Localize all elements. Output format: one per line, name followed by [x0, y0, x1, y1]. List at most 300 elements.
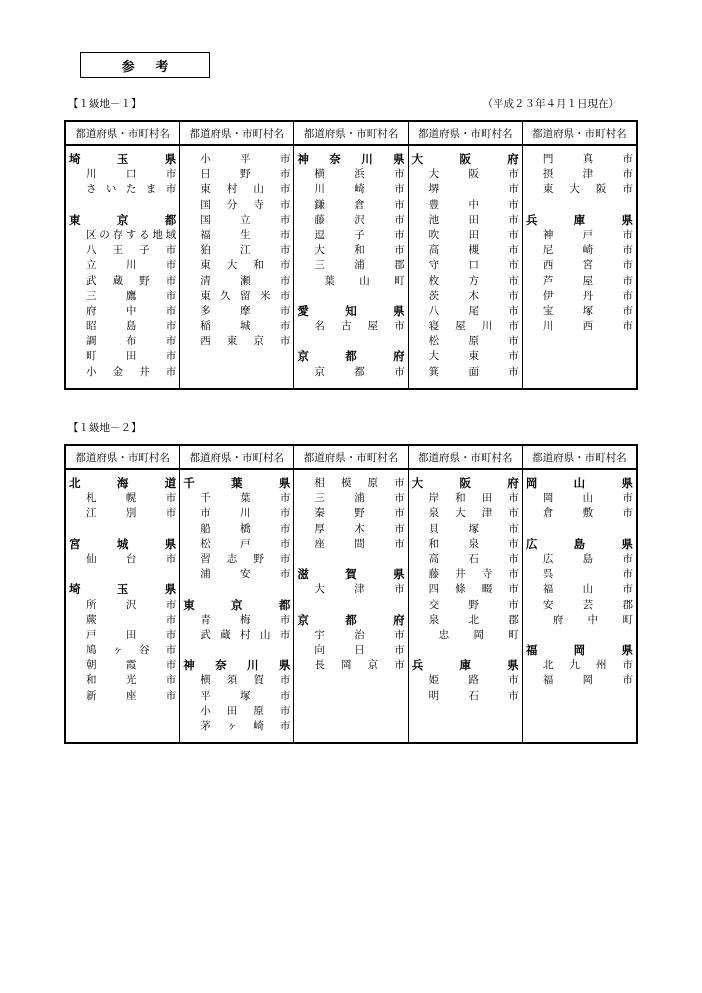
municipality-name [180, 182, 293, 197]
municipality-name [66, 598, 179, 613]
prefecture-name [294, 152, 407, 167]
municipality-name [180, 537, 293, 552]
municipality-name [294, 167, 407, 182]
municipality-name [409, 582, 522, 597]
municipality-label: 北 九 州 市 [542, 659, 633, 672]
municipality-label: 新 座 市 [86, 689, 177, 702]
municipality-label: 横 須 賀 市 [200, 674, 291, 687]
municipality-name [180, 689, 293, 704]
municipality-name [409, 491, 522, 506]
municipality-label: 福 山 市 [542, 583, 633, 596]
reference-title-box [80, 52, 210, 78]
prefecture-name [180, 476, 293, 491]
prefecture-name [409, 152, 522, 167]
municipality-label: 摂 津 市 [542, 168, 633, 181]
municipality-label: 昭 島 市 [86, 320, 177, 333]
blank-row [66, 198, 179, 213]
municipality-label: 西 宮 市 [542, 259, 633, 272]
prefecture-name [294, 349, 407, 364]
municipality-name [409, 198, 522, 213]
municipality-name [523, 152, 636, 167]
municipality-name [294, 198, 407, 213]
municipality-label: 茅 ヶ 崎 市 [200, 720, 291, 732]
header-cell: 都道府県・市町村名 [409, 122, 523, 144]
municipality-label: 明 石 市 [428, 689, 519, 702]
municipality-name [66, 491, 179, 506]
municipality-name [409, 258, 522, 273]
municipality-label: 町 田 市 [86, 350, 177, 363]
municipality-label: 江 別 市 [86, 507, 177, 520]
table-column [180, 470, 294, 742]
municipality-name [523, 506, 636, 521]
municipality-label: 立 川 市 [86, 259, 177, 272]
municipality-label: 千 葉 市 [200, 492, 291, 505]
municipality-name [180, 334, 293, 349]
municipality-name [409, 673, 522, 688]
prefecture-name [523, 213, 636, 228]
municipality-name [409, 319, 522, 334]
municipality-name [294, 213, 407, 228]
prefecture-name [409, 476, 522, 491]
prefecture-label: 千 葉 県 [183, 476, 291, 490]
table-column [409, 470, 523, 742]
municipality-name [523, 598, 636, 613]
municipality-label: 船 橋 市 [200, 522, 291, 535]
municipality-name [66, 658, 179, 673]
municipality-name [523, 582, 636, 597]
table-column [294, 146, 408, 388]
municipality-label: 藤 沢 市 [314, 213, 405, 226]
municipality-name [523, 613, 636, 628]
municipality-label: 蕨 市 [86, 613, 177, 626]
blank-row [409, 643, 522, 658]
prefecture-label: 北 海 道 [69, 476, 177, 490]
municipality-label: 小 金 井 市 [86, 365, 177, 378]
municipality-name [409, 365, 522, 380]
municipality-label: 相 模 原 市 [314, 477, 405, 489]
blank-row [66, 522, 179, 537]
municipality-label: 三 浦 市 [314, 492, 405, 505]
municipality-name [66, 274, 179, 289]
blank-row [180, 582, 293, 597]
table-body [66, 470, 636, 742]
municipality-label: 茨 木 市 [428, 289, 519, 302]
municipality-label: 八 尾 市 [428, 304, 519, 317]
municipality-name [180, 289, 293, 304]
municipality-name [294, 243, 407, 258]
municipality-label: 武 蔵 野 市 [86, 274, 177, 287]
municipality-label: 朝 霞 市 [86, 659, 177, 672]
municipality-label: 福 岡 市 [542, 674, 633, 687]
municipality-label: 厚 木 市 [314, 522, 405, 535]
municipality-name [66, 243, 179, 258]
municipality-label: 広 島 市 [542, 552, 633, 565]
municipality-label: 藤 井 寺 市 [428, 568, 519, 581]
as-of-date: （平成２３年４月１日現在） [482, 98, 619, 110]
municipality-label: 呉 市 [542, 568, 634, 581]
municipality-name [523, 167, 636, 182]
prefecture-name [66, 476, 179, 491]
municipality-label: 松 戸 市 [200, 537, 291, 550]
table-header [66, 122, 636, 146]
municipality-label: 武 蔵 村 山 市 [200, 628, 291, 641]
prefecture-name [294, 613, 407, 628]
municipality-label: 札 幌 市 [86, 492, 177, 505]
municipality-name [294, 182, 407, 197]
blank-row [523, 522, 636, 537]
prefecture-label: 宮 城 県 [69, 536, 177, 551]
municipality-name [409, 274, 522, 289]
table-column [66, 146, 180, 388]
municipality-label: 宇 治 市 [314, 628, 405, 641]
municipality-name [66, 349, 179, 364]
municipality-label: 稲 城 市 [200, 320, 291, 333]
municipality-label: 鎌 倉 市 [314, 198, 405, 211]
municipality-name [294, 476, 407, 491]
municipality-name [180, 673, 293, 688]
prefecture-label: 愛 知 県 [297, 303, 405, 318]
municipality-label: 東 大 阪 市 [542, 183, 633, 196]
municipality-label: 忠 岡 町 [438, 628, 519, 641]
municipality-name [523, 658, 636, 673]
municipality-name [66, 258, 179, 273]
table-column [66, 470, 180, 742]
municipality-label: 宝 塚 市 [542, 304, 633, 317]
prefecture-name [294, 304, 407, 319]
municipality-label: 大 津 市 [314, 583, 405, 596]
municipality-name [523, 182, 636, 197]
municipality-name [180, 522, 293, 537]
blank-row [523, 628, 636, 643]
municipality-label: 調 布 市 [86, 335, 177, 348]
municipality-name [66, 182, 179, 197]
prefecture-label: 神 奈 川 県 [297, 152, 405, 166]
municipality-label: 堺 市 [428, 183, 519, 196]
municipality-name [180, 567, 293, 582]
prefecture-label: 兵 庫 県 [411, 658, 519, 673]
municipality-label: さ い た ま 市 [86, 183, 177, 196]
municipality-label: 岡 山 市 [542, 492, 633, 505]
municipality-label: 西 東 京 市 [200, 335, 291, 348]
prefecture-name [66, 537, 179, 552]
municipality-name [66, 289, 179, 304]
table-body [66, 146, 636, 388]
municipality-name [409, 167, 522, 182]
municipality-name [66, 689, 179, 704]
municipality-label: 東 大 和 市 [200, 259, 291, 272]
prefecture-label: 滋 賀 県 [297, 567, 405, 582]
header-cell: 都道府県・市町村名 [180, 122, 294, 144]
municipality-label: 福 生 市 [200, 228, 291, 241]
municipality-label: 大 阪 市 [428, 168, 519, 181]
municipality-name [294, 506, 407, 521]
municipality-name [523, 243, 636, 258]
municipality-name [66, 673, 179, 688]
municipality-label: 伊 丹 市 [542, 289, 633, 302]
municipality-label: 秦 野 市 [314, 507, 405, 520]
municipality-name [180, 228, 293, 243]
municipality-name [294, 228, 407, 243]
municipality-name [180, 198, 293, 213]
municipality-label: 池 田 市 [428, 213, 519, 226]
municipality-name [523, 289, 636, 304]
municipality-label: 川 西 市 [542, 320, 633, 333]
prefecture-label: 東 京 都 [69, 212, 177, 227]
municipality-name [180, 304, 293, 319]
municipality-name [409, 228, 522, 243]
municipality-label: 尼 崎 市 [542, 244, 633, 257]
municipality-label: 平 塚 市 [200, 689, 291, 702]
prefecture-name [66, 582, 179, 597]
municipality-name [66, 628, 179, 643]
municipality-name [180, 628, 293, 643]
grade-1-1-table [64, 120, 638, 390]
municipality-label: 仙 台 市 [86, 552, 177, 565]
municipality-label: 長 岡 京 市 [314, 659, 405, 672]
municipality-name [66, 228, 179, 243]
prefecture-label: 広 島 県 [525, 536, 633, 551]
municipality-name [523, 567, 636, 582]
blank-row [66, 567, 179, 582]
municipality-label: 箕 面 市 [428, 365, 519, 378]
municipality-label: 多 摩 市 [200, 304, 291, 317]
municipality-name [66, 365, 179, 380]
municipality-label: 川 口 市 [86, 168, 177, 181]
prefecture-label: 京 都 府 [297, 612, 405, 627]
municipality-name [66, 304, 179, 319]
municipality-label: 高 石 市 [428, 552, 519, 565]
prefecture-name [523, 476, 636, 491]
municipality-label: 三 浦 郡 [314, 259, 405, 272]
municipality-label: 川 崎 市 [314, 183, 405, 196]
municipality-label: 守 口 市 [428, 259, 519, 272]
header-cell: 都道府県・市町村名 [66, 446, 180, 468]
prefecture-name [523, 537, 636, 552]
section-label-2: 【１級地－２】 [68, 422, 142, 434]
prefecture-name [523, 643, 636, 658]
municipality-label: 東 久 留 米 市 [200, 289, 291, 302]
municipality-label: 狛 江 市 [200, 244, 291, 257]
municipality-name [180, 704, 293, 719]
municipality-name [180, 152, 293, 167]
municipality-label: 寝 屋 川 市 [428, 320, 519, 333]
blank-row [180, 643, 293, 658]
municipality-label: 小 平 市 [200, 153, 291, 165]
prefecture-name [66, 213, 179, 228]
municipality-name [180, 167, 293, 182]
municipality-label: 三 鷹 市 [86, 289, 177, 302]
municipality-label: 芦 屋 市 [542, 274, 633, 287]
municipality-name [409, 334, 522, 349]
municipality-label: 貝 塚 市 [428, 522, 519, 535]
prefecture-label: 神 奈 川 県 [183, 658, 291, 673]
prefecture-name [180, 598, 293, 613]
municipality-label: 門 真 市 [542, 153, 633, 165]
municipality-name [180, 243, 293, 258]
prefecture-name [66, 152, 179, 167]
blank-row [294, 289, 407, 304]
municipality-name [409, 182, 522, 197]
municipality-label: 習 志 野 市 [200, 552, 291, 565]
municipality-name [409, 552, 522, 567]
municipality-name [294, 319, 407, 334]
municipality-label: 座 間 市 [314, 537, 405, 550]
municipality-name [294, 491, 407, 506]
header-cell: 都道府県・市町村名 [180, 446, 294, 468]
municipality-name [66, 319, 179, 334]
municipality-name [409, 613, 522, 628]
municipality-label: 鳩 ヶ 谷 市 [86, 644, 177, 657]
municipality-label: 清 瀬 市 [200, 274, 291, 287]
header-cell: 都道府県・市町村名 [532, 451, 627, 464]
municipality-label: 国 分 寺 市 [200, 198, 291, 211]
municipality-label: 青 梅 市 [200, 613, 291, 626]
municipality-label: 府 中 市 [86, 304, 177, 317]
header-cell: 都道府県・市町村名 [409, 446, 523, 468]
blank-row [294, 552, 407, 567]
prefecture-label: 東 京 都 [183, 597, 291, 612]
municipality-label: 枚 方 市 [428, 274, 519, 287]
municipality-name [180, 613, 293, 628]
municipality-name [66, 643, 179, 658]
header-cell: 都道府県・市町村名 [66, 122, 180, 144]
blank-row [523, 198, 636, 213]
prefecture-label: 兵 庫 県 [525, 212, 633, 227]
municipality-label: 豊 中 市 [428, 198, 519, 211]
municipality-name [409, 628, 522, 643]
table-column [409, 146, 523, 388]
header-cell: 都道府県・市町村名 [294, 122, 408, 144]
municipality-label: 大 東 市 [428, 350, 519, 363]
municipality-label: 泉 大 津 市 [428, 507, 519, 520]
municipality-label: 四 條 畷 市 [428, 583, 519, 596]
blank-row [294, 598, 407, 613]
municipality-label: 岸 和 田 市 [428, 492, 519, 505]
municipality-label: 大 和 市 [314, 244, 405, 257]
municipality-label: 逗 子 市 [314, 228, 405, 241]
municipality-label: 所 沢 市 [86, 598, 177, 611]
municipality-label: 八 王 子 市 [86, 244, 177, 257]
municipality-label: 倉 敷 市 [542, 507, 633, 520]
municipality-name [294, 365, 407, 380]
table-column [523, 146, 636, 388]
municipality-name [294, 643, 407, 658]
header-cell: 都道府県・市町村名 [532, 127, 627, 140]
municipality-name [409, 567, 522, 582]
municipality-label: 高 槻 市 [428, 244, 519, 257]
prefecture-name [294, 567, 407, 582]
municipality-name [523, 304, 636, 319]
municipality-name [409, 522, 522, 537]
municipality-name [294, 537, 407, 552]
municipality-name [180, 274, 293, 289]
municipality-label: 松 原 市 [428, 335, 519, 348]
municipality-name [523, 228, 636, 243]
municipality-name [409, 289, 522, 304]
municipality-label: 浦 安 市 [200, 568, 291, 581]
municipality-name [180, 258, 293, 273]
municipality-label: 和 光 市 [86, 674, 177, 687]
municipality-name [523, 319, 636, 334]
municipality-name [66, 613, 179, 628]
municipality-name [180, 319, 293, 334]
municipality-label: 向 日 市 [314, 644, 405, 657]
municipality-label: 府 中 町 [552, 613, 633, 626]
table-column [523, 470, 636, 742]
municipality-name [294, 582, 407, 597]
municipality-label: 和 泉 市 [428, 537, 519, 550]
municipality-name [523, 673, 636, 688]
municipality-label: 小 田 原 市 [200, 704, 291, 717]
municipality-name [523, 258, 636, 273]
municipality-name [409, 304, 522, 319]
municipality-name [180, 719, 293, 734]
table-column [180, 146, 294, 388]
municipality-name [409, 598, 522, 613]
prefecture-label: 埼 玉 県 [69, 582, 177, 597]
table-header [66, 446, 636, 470]
municipality-name [180, 506, 293, 521]
municipality-name [523, 552, 636, 567]
reference-title: 参考 [121, 59, 190, 75]
municipality-name [294, 628, 407, 643]
municipality-name [66, 552, 179, 567]
municipality-label: 京 都 市 [314, 365, 405, 378]
municipality-label: 名 古 屋 市 [314, 320, 405, 333]
municipality-name [409, 689, 522, 704]
municipality-name [294, 658, 407, 673]
prefecture-name [409, 658, 522, 673]
municipality-label: 姫 路 市 [428, 674, 519, 687]
municipality-name [409, 243, 522, 258]
municipality-label: 吹 田 市 [428, 228, 519, 241]
municipality-label: 泉 北 郡 [428, 613, 519, 626]
prefecture-label: 京 都 府 [297, 349, 405, 364]
municipality-name [180, 213, 293, 228]
municipality-name [294, 258, 407, 273]
municipality-label: 横 浜 市 [314, 168, 405, 181]
municipality-label: 戸 田 市 [86, 628, 177, 641]
municipality-name [409, 213, 522, 228]
header-cell: 都道府県・市町村名 [294, 446, 408, 468]
municipality-label: 交 野 市 [428, 598, 519, 611]
municipality-name [66, 334, 179, 349]
prefecture-name [180, 658, 293, 673]
municipality-label: 日 野 市 [200, 168, 291, 181]
prefecture-label: 大 阪 府 [411, 476, 519, 490]
municipality-name [409, 537, 522, 552]
municipality-label: 神 戸 市 [542, 228, 633, 241]
municipality-label: 東 村 山 市 [200, 183, 291, 196]
municipality-name [294, 522, 407, 537]
prefecture-label: 埼 玉 県 [69, 152, 177, 166]
municipality-name [180, 552, 293, 567]
municipality-label: 安 芸 郡 [542, 598, 633, 611]
municipality-name [523, 274, 636, 289]
municipality-label: 区 の 存 す る 地 域 [86, 228, 177, 241]
blank-row [294, 334, 407, 349]
municipality-label: 市 川 市 [200, 507, 291, 520]
municipality-name [294, 274, 407, 289]
municipality-label: 国 立 市 [200, 213, 291, 226]
table-column [294, 470, 408, 742]
section-label-1: 【１級地－１】 [68, 98, 142, 110]
municipality-name [180, 491, 293, 506]
municipality-label: 葉 山 町 [324, 274, 405, 287]
prefecture-label: 福 岡 県 [525, 643, 633, 658]
municipality-name [523, 491, 636, 506]
municipality-name [66, 167, 179, 182]
